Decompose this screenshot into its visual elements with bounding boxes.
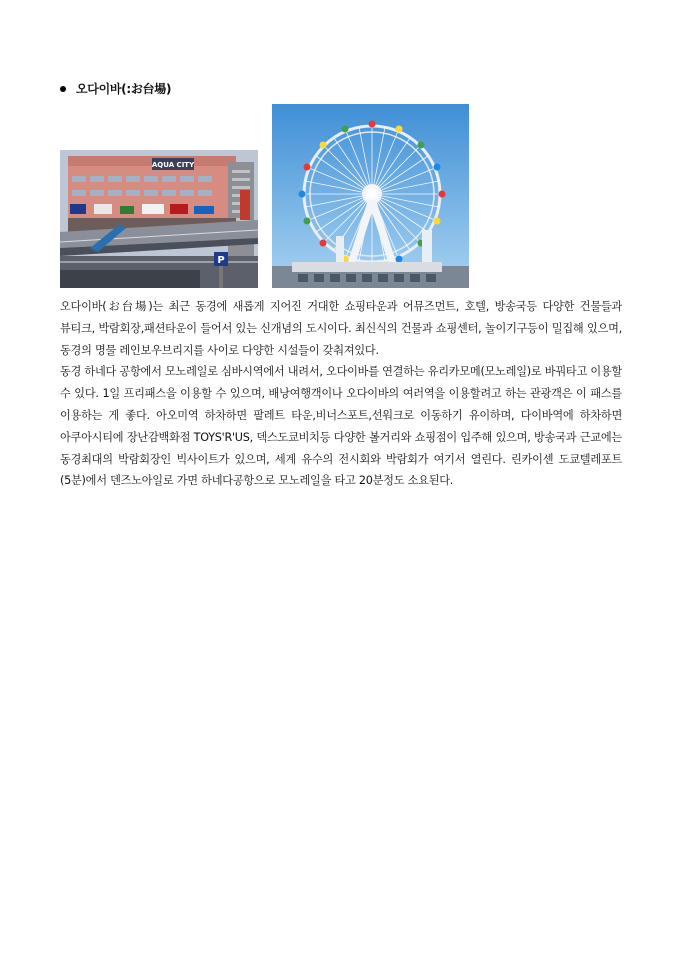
description-body xyxy=(60,296,622,492)
parking-sign: P xyxy=(217,255,225,266)
aqua-city-photo xyxy=(60,120,258,288)
paragraph-access: 동경 하네다 공항에서 모노레일로 심바시역에서 내려서, 오다이바를 연결하는 유리카모메(모노레일)로 바꿔타고 이용할 수 있다. 1일 프리패스을 이용할 수 있으며, 배낭여행객이나 오다이바의 여러역을 이용할려고 하는 관광객은 이 패스를 이용하는 게 좋다. 아오미역 하차하면 팔레트 타운,비너스포트,선워크로 이동하기 유이하며, 다이바역에 하차하면 아쿠아시티에 장난감백화점 TOYS'R'US, 덱스도쿄비치등 다양한 볼거리와 쇼핑점이 입주해 있으며, 방송국과 근교에는 동경최대의 박람회장인 빅사이트가 있으며, 세계 유수의 전시회와 박람회가 여기서 열린다. 린카이센 도쿄텔레포트(5분)에서 덴즈노아일로 가면 하네다공항으로 모노레일을 타고 20분정도 소요된다. xyxy=(60,365,622,488)
section-heading xyxy=(60,80,171,97)
ferris-wheel-photo xyxy=(272,104,469,288)
paragraph-intro: 오다이바(お台場)는 최근 동경에 새롭게 지어진 거대한 쇼핑타운과 어뮤즈먼트, 호텔, 방송국등 다양한 건물들과 뷰티크, 박람회장,패션타운이 들어서 있는 신개념의 도시이다. 최신식의 건물과 쇼핑센터, 놀이기구등이 밀집해 있으며, 동경의 명물 레인보우브리지를 사이로 다양한 시설들이 갖춰져있다. xyxy=(60,300,622,357)
heading-text: 오다이바(:お台場) xyxy=(76,82,172,96)
bullet-icon xyxy=(60,86,66,92)
aqua-city-sign: AQUA CITY xyxy=(151,161,195,169)
